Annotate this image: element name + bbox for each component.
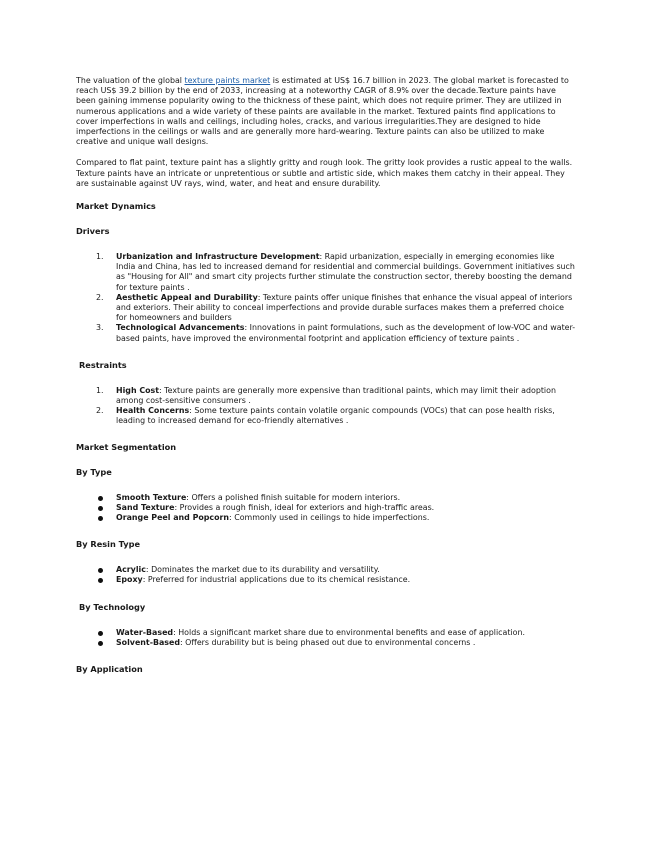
bullet-icon: [98, 496, 103, 501]
type-title: Smooth Texture: [116, 492, 187, 502]
restraint-text: : Texture paints are generally more expensive than traditional paints, which may limit their adoption among cost-sensitive consumers .: [116, 385, 556, 406]
by-technology-heading: By Technology: [79, 601, 146, 612]
bullet-icon: [98, 568, 103, 573]
list-item: [93, 406, 576, 426]
technology-text: : Offers durability but is being phased out due to environmental concerns .: [180, 637, 476, 647]
type-title: Orange Peel and Popcorn: [116, 513, 230, 523]
technology-text: : Holds a significant market share due to environmental benefits and ease of application.: [173, 627, 525, 637]
list-item: [93, 323, 576, 343]
list-item: [93, 628, 576, 638]
driver-text: : Texture paints offer unique finishes that enhance the visual appeal of interiors and exteriors. Their ability to conceal imperfections and provide durable surfaces makes them a preferred choice for homeowners and builders: [116, 292, 573, 323]
bullet-icon: [98, 506, 103, 511]
list-number: 2.: [96, 406, 104, 416]
list-item: [93, 252, 576, 293]
resin-text: : Dominates the market due to its durability and versatility.: [145, 565, 380, 575]
list-item: [93, 638, 576, 648]
resin-text: : Preferred for industrial applications due to its chemical resistance.: [142, 575, 411, 585]
market-dynamics-heading: Market Dynamics: [76, 201, 156, 212]
driver-title: Urbanization and Infrastructure Development: [116, 252, 320, 262]
list-item: [93, 575, 576, 585]
bullet-icon: [98, 516, 103, 521]
type-text: : Provides a rough finish, ideal for exteriors and high-traffic areas.: [174, 502, 435, 512]
list-number: 1.: [96, 385, 104, 395]
restraint-title: Health Concerns: [116, 406, 190, 416]
list-item: [93, 513, 576, 523]
by-resin-list: [93, 565, 576, 585]
by-type-heading: By Type: [76, 466, 112, 477]
drivers-list: [93, 252, 576, 344]
restraint-title: High Cost: [116, 385, 160, 395]
list-number: 3.: [96, 323, 104, 333]
driver-title: Technological Advancements: [116, 323, 245, 333]
type-text: : Offers a polished finish suitable for modern interiors.: [186, 492, 401, 502]
technology-title: Water-Based: [116, 627, 174, 637]
list-item: [93, 386, 576, 406]
bullet-icon: [98, 578, 103, 583]
type-text: : Commonly used in ceilings to hide imperfections.: [229, 513, 430, 523]
by-application-heading: By Application: [76, 664, 143, 675]
resin-title: Epoxy: [116, 575, 143, 585]
list-item: [93, 503, 576, 513]
list-item: [93, 293, 576, 324]
bullet-icon: [98, 641, 103, 646]
type-title: Sand Texture: [116, 502, 175, 512]
list-number: 1.: [96, 252, 104, 262]
technology-title: Solvent-Based: [116, 637, 181, 647]
intro-text-after-link: is estimated at US$ 16.7 billion in 2023. The global market is forecasted to reach US$ 39.2 billion by the end of 2033, increasing at a noteworthy CAGR of 8.9% over the decade.Texture paints have been gaining immense popularity owing to the thickness of these paint, which does not require primer. They are utilized in numerous applications and a wide variety of these paints are available in the market. Textured paints find applications to cover imperfections in walls and ceilings, including holes, cracks, and various irregularities.They are designed to hide imperfections in the ceilings or walls and are generally more hard-wearing. Texture paints can also be utilized to make creative and unique wall designs.: [76, 76, 569, 147]
resin-title: Acrylic: [116, 565, 146, 575]
restraint-text: : Some texture paints contain volatile organic compounds (VOCs) that can pose health risks, leading to increased demand for eco-friendly alternatives .: [116, 406, 555, 426]
restraints-heading: Restraints: [79, 359, 127, 370]
driver-text: : Rapid urbanization, especially in emerging economies like India and China, has led to increased demand for residential and commercial buildings. Government initiatives such as "Housing for All" and smart city projects further stimulate the construction sector, thereby boosting the demand for texture paints .: [116, 252, 575, 292]
list-number: 2.: [96, 292, 104, 302]
intro-text-before-link: The valuation of the global: [76, 76, 185, 85]
bullet-icon: [98, 631, 103, 636]
texture-paints-market-link[interactable]: texture paints market: [184, 76, 271, 85]
by-technology-list: [93, 628, 576, 648]
driver-title: Aesthetic Appeal and Durability: [116, 292, 258, 302]
drivers-heading: Drivers: [76, 226, 110, 237]
document-page: [76, 76, 576, 674]
restraints-list: [93, 386, 576, 427]
by-resin-type-heading: By Resin Type: [76, 539, 141, 550]
market-segmentation-heading: Market Segmentation: [76, 441, 177, 452]
by-type-list: [93, 493, 576, 524]
intro-paragraph-2: Compared to flat paint, texture paint has a slightly gritty and rough look. The gritty look provides a rustic appeal to the walls. Texture paints have an intricate or unpretentious or subtle and artistic side, which makes them catchy in their appeal. They are sustainable against UV rays, wind, water, and heat and ensure durability.: [76, 158, 573, 188]
list-item: [93, 493, 576, 503]
driver-text: : Innovations in paint formulations, such as the development of low-VOC and water-based paints, have improved the environmental footprint and application efficiency of texture paints .: [116, 323, 576, 343]
intro-paragraph-1: [76, 76, 576, 147]
list-item: [93, 565, 576, 575]
